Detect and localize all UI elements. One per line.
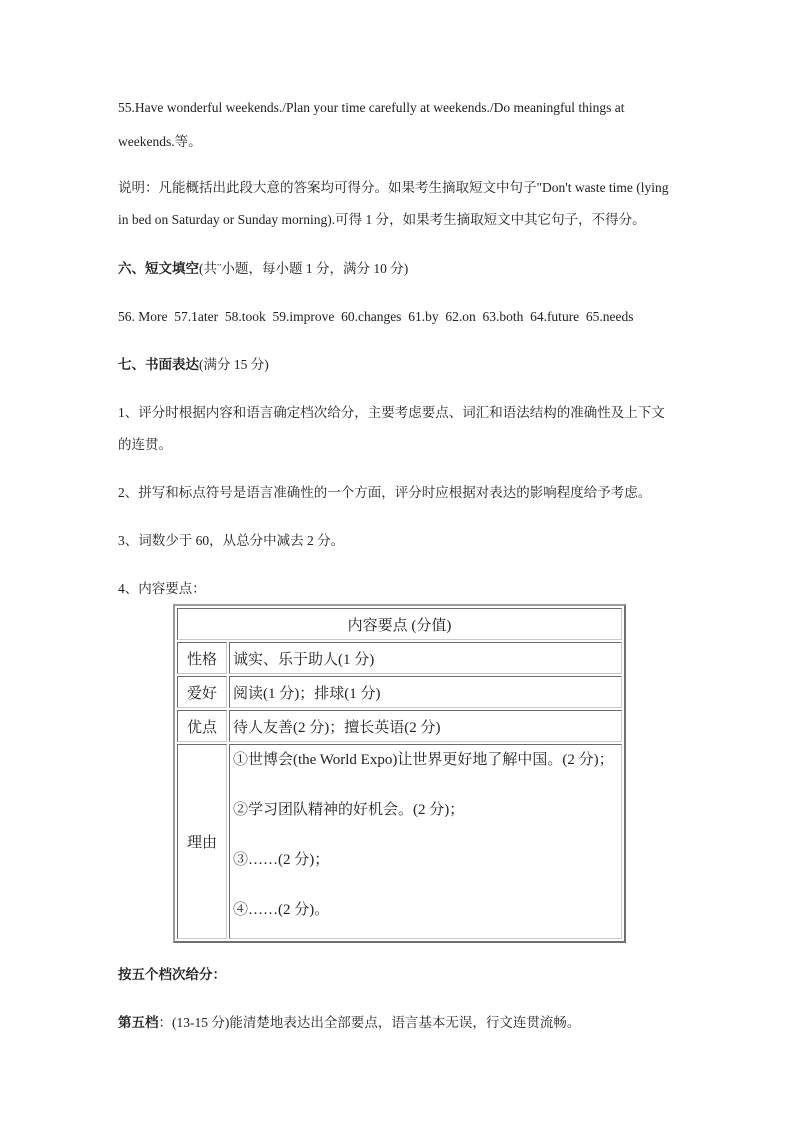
note-line-1: 说明：凡能概括出此段大意的答案均可得分。如果考生摘取短文中句子"Don't waste time (lying	[118, 180, 669, 195]
reason-4: ④……(2 分)。	[233, 902, 330, 918]
answer-55-line-2: weekends.等。	[118, 134, 202, 149]
section-7-heading	[118, 348, 688, 382]
table-header: 内容要点 (分值)	[177, 608, 622, 640]
row-value-personality: 诚实、乐于助人(1 分)	[229, 642, 622, 674]
rule-1-line-2: 的连贯。	[118, 437, 172, 452]
rule-3: 3、词数少于 60，从总分中减去 2 分。	[118, 533, 345, 548]
row-value-hobbies: 阅读(1 分)；排球(1 分)	[229, 676, 622, 708]
section-6-heading	[118, 252, 688, 286]
table-header-row	[177, 608, 622, 640]
section-6-scoring: (共¨小题，每小题 1 分，满分 10 分)	[199, 261, 409, 276]
reason-3: ③……(2 分)；	[233, 852, 330, 868]
answer-55-line-1: 55.Have wonderful weekends./Plan your time carefully at weekends./Do meaningful things at	[118, 100, 625, 115]
rule-4: 4、内容要点：	[118, 581, 206, 596]
content-points-table	[173, 604, 626, 943]
rule-2: 2、拼写和标点符号是语言准确性的一个方面，评分时应根据对表达的影响程度给予考虑。	[118, 485, 652, 500]
reason-2: ②学习团队精神的好机会。(2 分)；	[233, 802, 465, 818]
row-value-reasons	[229, 744, 622, 939]
rule-1-line-1: 1、评分时根据内容和语言确定档次给分，主要考虑要点、词汇和语法结构的准确性及上下文	[118, 405, 665, 420]
row-label-hobbies: 爱好	[177, 676, 227, 708]
section-6-answers: 56. More 57.1ater 58.took 59.improve 60.changes 61.by 62.on 63.both 64.future 65.needs	[118, 309, 634, 324]
row-value-strengths: 待人友善(2 分)；擅长英语(2 分)	[229, 710, 622, 742]
row-label-personality: 性格	[177, 642, 227, 674]
row-label-reasons: 理由	[177, 744, 227, 939]
grade-5-line	[118, 1006, 688, 1040]
table-row	[177, 676, 622, 708]
section-6-title: 六、短文填空	[118, 261, 199, 276]
table-row	[177, 642, 622, 674]
grading-levels-heading: 按五个档次给分：	[118, 967, 226, 982]
row-label-strengths: 优点	[177, 710, 227, 742]
reason-1: ①世博会(the World Expo)让世界更好地了解中国。(2 分)；	[233, 752, 614, 768]
section-7-title: 七、书面表达	[118, 357, 199, 372]
table-row	[177, 710, 622, 742]
grade-5-text: ：(13-15 分)能清楚地表达出全部要点，语言基本无误，行文连贯流畅。	[158, 1015, 581, 1030]
note-line-2: in bed on Saturday or Sunday morning).可得 1 分，如果考生摘取短文中其它句子，不得分。	[118, 212, 646, 227]
section-7-scoring: (满分 15 分)	[199, 357, 269, 372]
grade-5-label: 第五档	[118, 1015, 159, 1030]
table-row	[177, 744, 622, 939]
